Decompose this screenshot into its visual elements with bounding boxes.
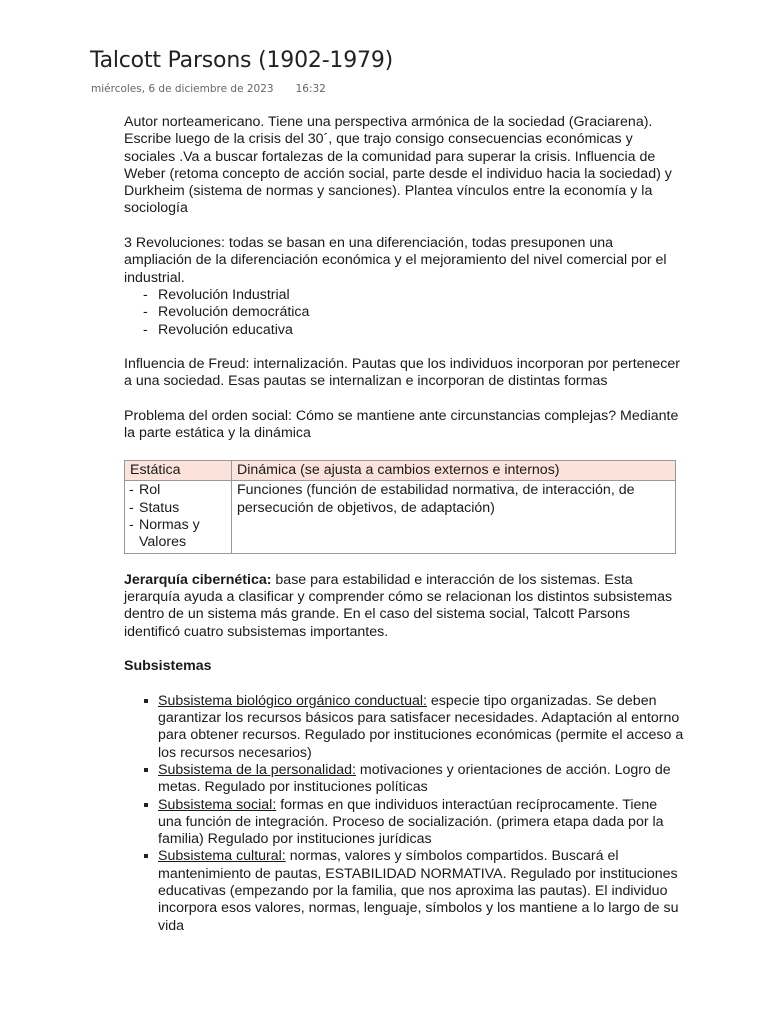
list-item bbox=[158, 797, 684, 849]
jerarquia-label: Jerarquía cibernética: bbox=[124, 571, 272, 588]
list-item: - Normas y Valores bbox=[130, 517, 226, 552]
list-item: - Status bbox=[130, 500, 226, 517]
estatica-list bbox=[130, 482, 226, 551]
list-item: - Revolución democrática bbox=[143, 304, 684, 321]
list-item: - Revolución educativa bbox=[143, 322, 684, 339]
subsistema-name: Subsistema cultural: bbox=[158, 848, 286, 865]
list-item bbox=[158, 693, 684, 762]
subsistemas-list bbox=[124, 693, 684, 935]
subsistema-name: Subsistema social: bbox=[158, 796, 277, 813]
note-date: miércoles, 6 de diciembre de 2023 bbox=[91, 83, 274, 95]
jerarquia-text: base para estabilidad e interacción de los sistemas. Esta jerarquía ayuda a clasificar y comprender cómo se relacionan los distintos subsistemas dentro de un sistema más grande. En el caso del sistema social, Talcott Parsons identificó cuatro subsistemas importantes. bbox=[124, 571, 673, 640]
estatica-dinamica-table bbox=[124, 460, 676, 554]
list-item bbox=[158, 762, 684, 797]
note-time: 16:32 bbox=[295, 83, 326, 95]
freud-paragraph: Influencia de Freud: internalización. Pautas que los individuos incorporan por pertenecer a una sociedad. Esas pautas se internalizan e incorporan de distintas formas bbox=[124, 356, 681, 390]
subsistema-text: especie tipo organizadas. Se deben garantizar los recursos básicos para satisfacer necesidades. Adaptación al entorno para obtener recursos. Regulado por instituciones económicas (permite el acceso a los recursos necesarios) bbox=[158, 692, 684, 761]
table-header-dinamica[interactable]: Dinámica (se ajusta a cambios externos e internos) bbox=[232, 460, 676, 480]
intro-paragraph: Autor norteamericano. Tiene una perspectiva armónica de la sociedad (Graciarena). Escribe luego de la crisis del 30´, que trajo consigo consecuencias económicas y sociales .Va a buscar fortalezas de la comunidad para superar la crisis. Influencia de Weber (retoma concepto de acción social, parte desde el individuo hacia la sociedad) y Durkheim (sistema de normas y sanciones). Plantea vínculos entre la economía y la sociología bbox=[124, 114, 672, 217]
subsistema-text: motivaciones y orientaciones de acción. Logro de metas. Regulado por instituciones políticas bbox=[158, 761, 671, 796]
jerarquia-paragraph bbox=[124, 572, 684, 641]
table-row bbox=[125, 481, 676, 554]
revoluciones-list bbox=[124, 287, 684, 339]
subsistema-name: Subsistema de la personalidad: bbox=[158, 761, 356, 778]
subsistema-text: normas, valores y símbolos compartidos. Buscará el mantenimiento de pautas, ESTABILIDAD NORMATIVA. Regulado por instituciones educativas (empezando por la familia, que nos aproxima las pautas). El individuo incorpora esos valores, normas, lenguaje, símbolos y los mantiene a lo largo de su vida bbox=[158, 848, 679, 934]
list-item bbox=[158, 848, 684, 934]
orden-social-paragraph: Problema del orden social: Cómo se mantiene ante circunstancias complejas? Mediante la parte estática y la dinámica bbox=[124, 408, 679, 442]
table-header-estatica[interactable]: Estática bbox=[125, 460, 232, 480]
page-title[interactable]: Talcott Parsons (1902-1979) bbox=[90, 48, 393, 73]
subsistema-text: formas en que individuos interactúan recíprocamente. Tiene una función de integración. Proceso de socialización. (primera etapa dada por la familia) Regulado por instituciones jurídicas bbox=[158, 796, 664, 848]
table-cell-estatica[interactable] bbox=[125, 481, 232, 554]
list-item: - Revolución Industrial bbox=[143, 287, 684, 304]
subsistema-name: Subsistema biológico orgánico conductual: bbox=[158, 692, 427, 709]
list-item: - Rol bbox=[130, 482, 226, 499]
revoluciones-paragraph: 3 Revoluciones: todas se basan en una diferenciación, todas presuponen una ampliación de la diferenciación económica y el mejoramiento del nivel comercial por el industrial. bbox=[124, 235, 667, 286]
note-timestamp bbox=[91, 83, 326, 95]
table-header-row bbox=[125, 460, 676, 480]
note-content[interactable] bbox=[124, 114, 684, 935]
subsistemas-heading: Subsistemas bbox=[124, 658, 212, 675]
table-cell-dinamica[interactable]: Funciones (función de estabilidad normativa, de interacción, de persecución de objetivos, de adaptación) bbox=[232, 481, 676, 554]
